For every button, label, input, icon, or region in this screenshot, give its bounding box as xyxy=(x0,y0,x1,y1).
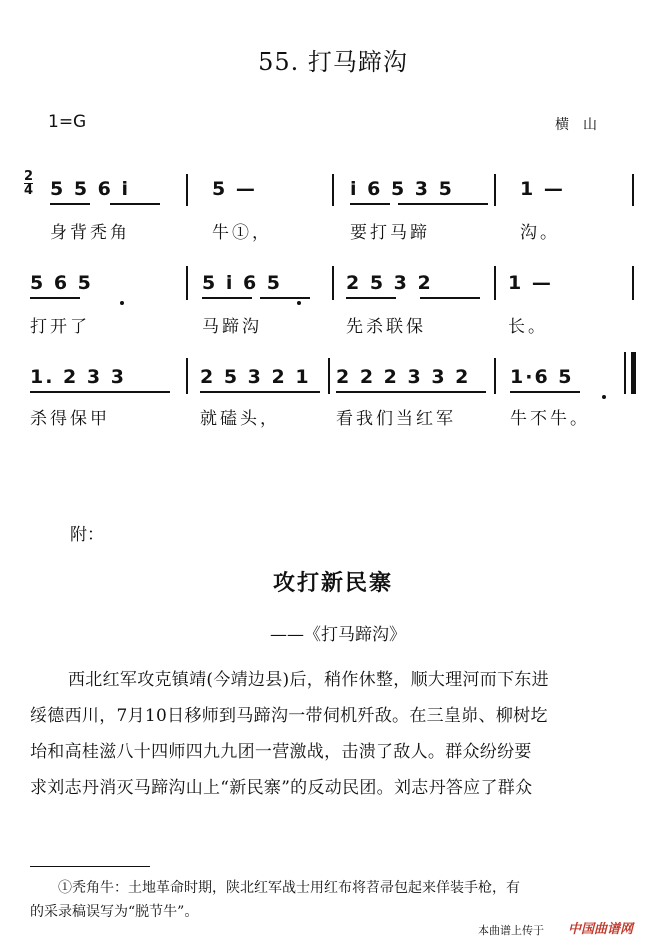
measure: 2 5 3 2 xyxy=(346,272,433,294)
bar-line xyxy=(494,174,496,206)
bar-line xyxy=(186,358,188,394)
lyric: 看我们当红军 xyxy=(336,409,456,429)
beam xyxy=(420,297,480,299)
final-bar-line-thin xyxy=(624,352,626,394)
octave-dot xyxy=(602,395,606,399)
measure: 5 i 6 5 xyxy=(202,272,283,294)
time-signature xyxy=(24,170,33,197)
article-paragraph xyxy=(30,662,650,806)
bar-line xyxy=(186,174,188,206)
bar-line xyxy=(632,174,634,206)
measure: 2 2 2 3 3 2 xyxy=(336,366,471,388)
beam xyxy=(346,297,396,299)
lyric: 身背秃角 xyxy=(50,223,130,243)
paragraph-line: 绥德西川，7月10日移师到马蹄沟一带伺机歼敌。在三皇峁、柳树圪 xyxy=(30,706,548,726)
song-title: 55. 打马蹄沟 xyxy=(258,48,408,76)
bar-line xyxy=(186,266,188,300)
article-subtitle: ——《打马蹄沟》 xyxy=(270,625,406,645)
measure: 1·6 5 xyxy=(510,366,574,388)
bar-line xyxy=(332,266,334,300)
appendix-label: 附： xyxy=(70,525,104,545)
beam xyxy=(202,297,252,299)
lyric: 就磕头， xyxy=(200,409,280,429)
beam xyxy=(398,203,488,205)
beam xyxy=(510,391,580,393)
upload-note: 本曲谱上传于 xyxy=(478,924,544,937)
footnote-divider xyxy=(30,866,150,867)
measure: 5 — xyxy=(212,178,257,200)
measure: 2 5 3 2 1 xyxy=(200,366,311,388)
measure: 1 — xyxy=(508,272,553,294)
footnote xyxy=(30,876,660,924)
measure: i 6 5 3 5 xyxy=(350,178,454,200)
paragraph-line: 坮和高桂滋八十四师四九九团一营激战，击溃了敌人。群众纷纷要 xyxy=(30,742,532,762)
paragraph-line: 西北红军攻克镇靖(今靖边县)后，稍作休整，顺大理河而下东进 xyxy=(68,670,549,690)
final-bar-line-thick xyxy=(631,352,636,394)
beam xyxy=(30,391,170,393)
time-signature-denominator: 4 xyxy=(24,183,34,198)
bar-line xyxy=(494,358,496,394)
beam xyxy=(260,297,310,299)
lyric: 先杀联保 xyxy=(346,317,426,337)
lyric: 沟。 xyxy=(520,223,560,243)
time-signature-numerator: 2 xyxy=(24,169,34,184)
octave-dot xyxy=(120,301,124,305)
beam xyxy=(336,391,486,393)
beam xyxy=(200,391,320,393)
lyric: 杀得保甲 xyxy=(30,409,110,429)
region-label: 横山 xyxy=(555,117,611,133)
bar-line xyxy=(328,358,330,394)
site-logo[interactable]: 中国曲谱网 xyxy=(568,922,634,937)
bar-line xyxy=(632,266,634,300)
bar-line xyxy=(494,266,496,300)
measure: 1 — xyxy=(520,178,565,200)
beam xyxy=(30,297,80,299)
footnote-line: 的采录稿误写为“脱节牛”。 xyxy=(30,904,199,920)
lyric: 马蹄沟 xyxy=(202,317,262,337)
octave-dot xyxy=(297,301,301,305)
bar-line xyxy=(332,174,334,206)
lyric: 要打马蹄 xyxy=(350,223,430,243)
key-signature: 1=G xyxy=(48,112,87,132)
lyric: 打开了 xyxy=(30,317,90,337)
beam xyxy=(110,203,160,205)
beam xyxy=(350,203,390,205)
measure: 1. 2 3 3 xyxy=(30,366,126,388)
footnote-line: ①秃角牛：土地革命时期，陕北红军战士用红布将苕帚包起来佯装手枪，有 xyxy=(58,880,520,896)
lyric: 牛①， xyxy=(212,223,272,243)
lyric: 长。 xyxy=(508,317,548,337)
article-title: 攻打新民寨 xyxy=(272,570,393,596)
measure: 5 5 6 i xyxy=(50,178,131,200)
beam xyxy=(50,203,90,205)
paragraph-line: 求刘志丹消灭马蹄沟山上“新民寨”的反动民团。刘志丹答应了群众 xyxy=(30,778,533,798)
measure: 5 6 5 xyxy=(30,272,93,294)
lyric: 牛不牛。 xyxy=(510,409,590,429)
